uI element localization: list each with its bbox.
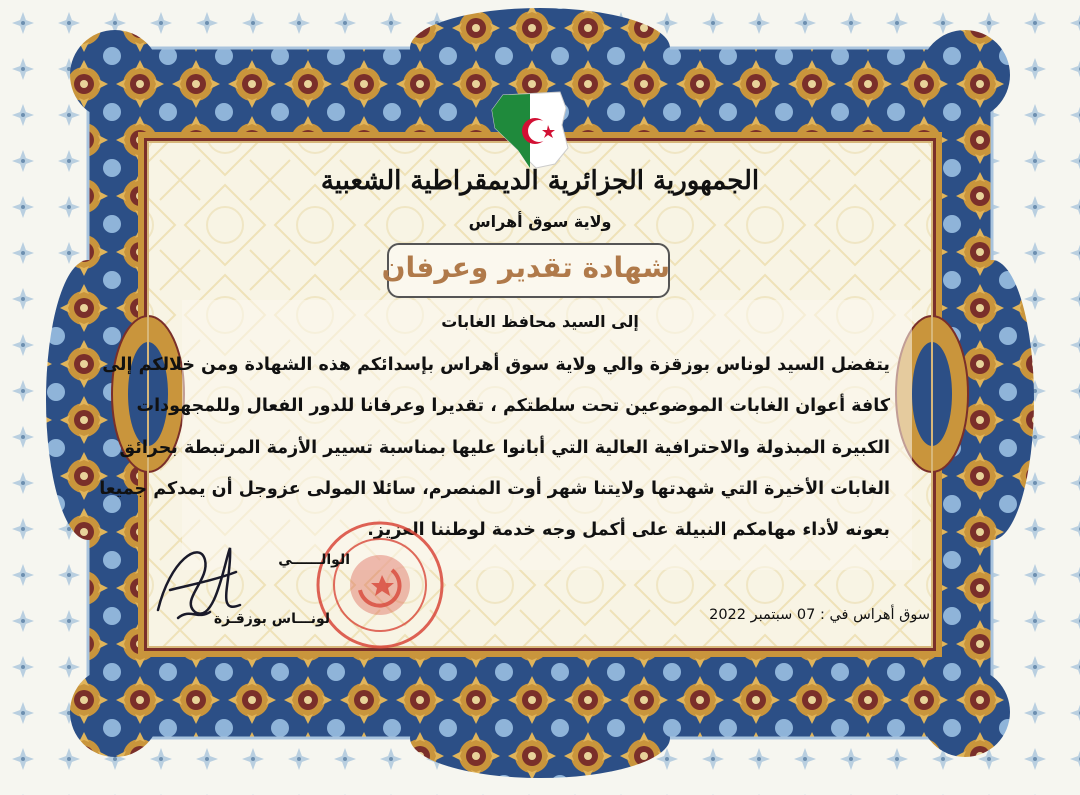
body-line: الغابات الأخيرة التي شهدتها ولايتنا شهر أوت المنصرم، سائلا المولى عزوجل أن يمدكم جميعا bbox=[99, 479, 890, 499]
body-line: كافة أعوان الغابات الموضوعين تحت سلطتكم ، تقديرا وعرفانا للدور الفعال وللمجهودات bbox=[136, 396, 890, 416]
certificate-title: شهادة تقدير وعرفان bbox=[381, 251, 670, 284]
body-line: الكبيرة المبذولة والاحترافية العالية التي أبانوا عليها بمناسبة تسيير الأزمة المرتبطة بحرائق bbox=[119, 438, 890, 458]
wilaya-heading: ولاية سوق أهراس bbox=[468, 212, 612, 231]
date-line: سوق أهراس في : 07 سبتمبر 2022 bbox=[709, 607, 930, 623]
body-line: بعونه لأداء مهامكم النبيلة على أكمل وجه خدمة لوطننا العزيز. bbox=[367, 520, 890, 540]
recipient-line: إلى السيد محافظ الغابات bbox=[441, 312, 639, 331]
wali-title: الوالــــــي bbox=[278, 552, 350, 568]
wali-name: لونـــاس بوزقـزة bbox=[213, 611, 330, 627]
republic-heading: الجمهورية الجزائرية الديمقراطية الشعبية bbox=[320, 166, 760, 196]
body-line: يتفضل السيد لوناس بوزقزة والي ولاية سوق أهراس بإسدائكم هذه الشهادة ومن خلالكم إلى bbox=[102, 355, 890, 375]
